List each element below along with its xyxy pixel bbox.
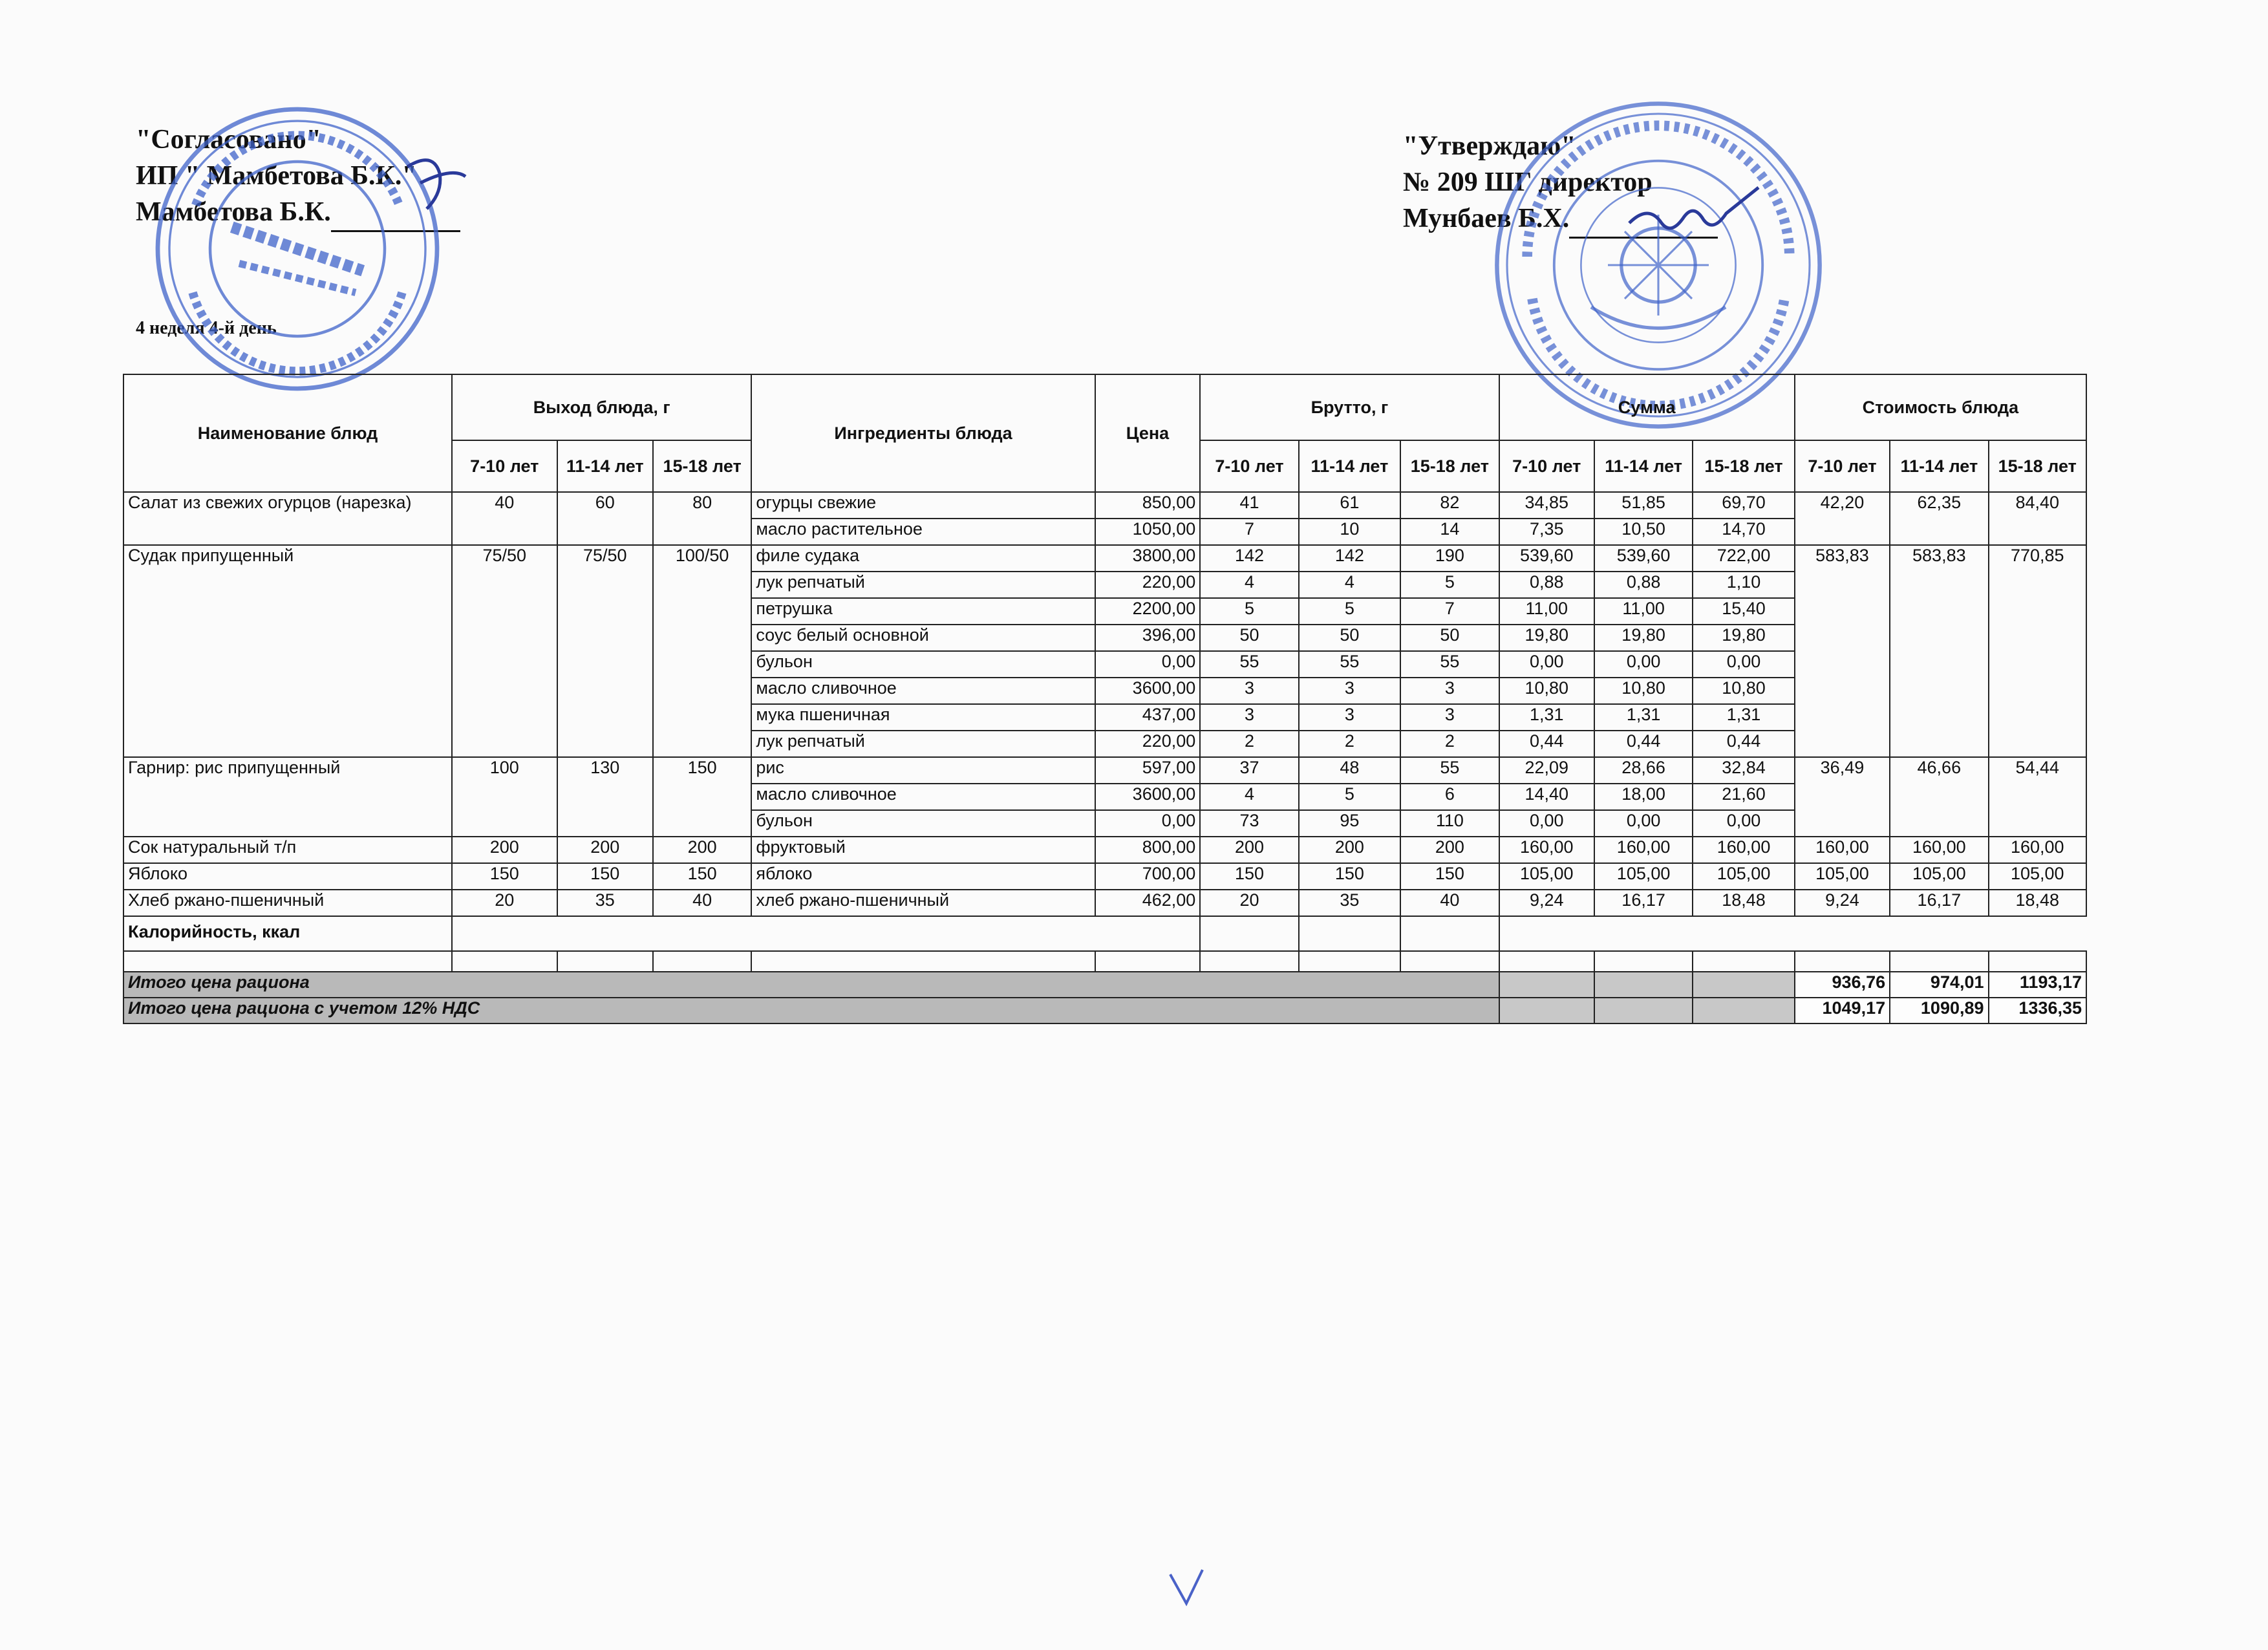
brutto-value: 2 xyxy=(1200,731,1298,757)
totals-value: 1193,17 xyxy=(1989,972,2086,998)
dish-cost: 770,85 xyxy=(1989,545,2086,757)
brutto-value: 40 xyxy=(1400,890,1499,916)
ingredient-price: 437,00 xyxy=(1095,704,1201,731)
ingredient-name: яблоко xyxy=(751,863,1095,890)
col-age: 15-18 лет xyxy=(1400,440,1499,492)
sum-value: 18,00 xyxy=(1594,784,1693,810)
totals-value: 1336,35 xyxy=(1989,998,2086,1023)
sum-value: 1,31 xyxy=(1499,704,1594,731)
brutto-value: 110 xyxy=(1400,810,1499,837)
dish-cost: 583,83 xyxy=(1795,545,1890,757)
totals-row xyxy=(123,972,2086,998)
ingredient-name: мука пшеничная xyxy=(751,704,1095,731)
dish-cost: 583,83 xyxy=(1890,545,1988,757)
brutto-value: 7 xyxy=(1400,598,1499,625)
brutto-value: 6 xyxy=(1400,784,1499,810)
table-cell xyxy=(1693,951,1795,972)
totals-label: Итого цена рациона с учетом 12% НДС xyxy=(123,998,1499,1023)
table-cell xyxy=(123,951,452,972)
sum-value: 0,44 xyxy=(1499,731,1594,757)
brutto-value: 41 xyxy=(1200,492,1298,519)
brutto-value: 4 xyxy=(1299,572,1400,598)
sum-value: 7,35 xyxy=(1499,519,1594,545)
approved-label: "Согласовано" xyxy=(136,125,321,155)
brutto-value: 150 xyxy=(1200,863,1298,890)
sum-value: 11,00 xyxy=(1499,598,1594,625)
dish-cost: 160,00 xyxy=(1989,837,2086,863)
totals-value: 974,01 xyxy=(1890,972,1988,998)
ingredient-name: масло сливочное xyxy=(751,678,1095,704)
ingredient-name: бульон xyxy=(751,651,1095,678)
brutto-value: 95 xyxy=(1299,810,1400,837)
brutto-value: 200 xyxy=(1400,837,1499,863)
dish-cost: 62,35 xyxy=(1890,492,1988,545)
brutto-value: 50 xyxy=(1200,625,1298,651)
col-age: 11-14 лет xyxy=(1594,440,1693,492)
brutto-value: 37 xyxy=(1200,757,1298,784)
confirm-label: "Утверждаю" xyxy=(1403,131,1576,161)
sum-value: 51,85 xyxy=(1594,492,1693,519)
sum-value: 0,00 xyxy=(1693,810,1795,837)
brutto-value: 10 xyxy=(1299,519,1400,545)
table-row xyxy=(123,492,2086,519)
brutto-value: 55 xyxy=(1400,651,1499,678)
col-brutto: Брутто, г xyxy=(1200,374,1499,440)
sum-value: 1,10 xyxy=(1693,572,1795,598)
col-age: 7-10 лет xyxy=(1795,440,1890,492)
sum-value: 0,44 xyxy=(1693,731,1795,757)
brutto-value: 190 xyxy=(1400,545,1499,572)
ingredient-price: 462,00 xyxy=(1095,890,1201,916)
table-cell xyxy=(1400,916,1499,951)
menu-body xyxy=(123,492,2086,916)
dish-output: 150 xyxy=(653,863,751,890)
dish-output: 75/50 xyxy=(452,545,557,757)
sum-value: 1,31 xyxy=(1594,704,1693,731)
sum-value: 0,00 xyxy=(1594,810,1693,837)
brutto-value: 35 xyxy=(1299,890,1400,916)
sum-value: 9,24 xyxy=(1499,890,1594,916)
col-age: 15-18 лет xyxy=(1989,440,2086,492)
sum-value: 160,00 xyxy=(1594,837,1693,863)
col-age: 7-10 лет xyxy=(1200,440,1298,492)
sum-value: 0,00 xyxy=(1499,810,1594,837)
dish-cost: 42,20 xyxy=(1795,492,1890,545)
sum-value: 28,66 xyxy=(1594,757,1693,784)
brutto-value: 73 xyxy=(1200,810,1298,837)
sum-value: 105,00 xyxy=(1594,863,1693,890)
dish-cost: 105,00 xyxy=(1795,863,1890,890)
brutto-value: 3 xyxy=(1200,678,1298,704)
col-price: Цена xyxy=(1095,374,1201,492)
dish-cost: 36,49 xyxy=(1795,757,1890,837)
ingredient-price: 597,00 xyxy=(1095,757,1201,784)
signature-line xyxy=(1569,200,1718,239)
table-cell xyxy=(1989,951,2086,972)
ingredient-name: масло растительное xyxy=(751,519,1095,545)
sum-value: 22,09 xyxy=(1499,757,1594,784)
dish-name: Хлеб ржано-пшеничный xyxy=(123,890,452,916)
brutto-value: 55 xyxy=(1400,757,1499,784)
ingredient-name: фруктовый xyxy=(751,837,1095,863)
table-cell xyxy=(1095,951,1201,972)
brutto-value: 4 xyxy=(1200,784,1298,810)
table-cell xyxy=(1499,951,1594,972)
dish-output: 75/50 xyxy=(557,545,653,757)
brutto-value: 142 xyxy=(1299,545,1400,572)
ingredient-name: соус белый основной xyxy=(751,625,1095,651)
col-age: 11-14 лет xyxy=(1299,440,1400,492)
table-cell xyxy=(1693,972,1795,998)
ingredient-price: 3600,00 xyxy=(1095,678,1201,704)
totals-value: 1049,17 xyxy=(1795,998,1890,1023)
brutto-value: 55 xyxy=(1299,651,1400,678)
calories-label: Калорийность, ккал xyxy=(123,916,452,951)
col-ingredients: Ингредиенты блюда xyxy=(751,374,1095,492)
week-day-label: 4 неделя 4-й день xyxy=(136,318,277,338)
dish-name: Гарнир: рис припущенный xyxy=(123,757,452,837)
dish-name: Яблоко xyxy=(123,863,452,890)
sum-value: 105,00 xyxy=(1499,863,1594,890)
table-cell xyxy=(1200,951,1298,972)
ingredient-name: масло сливочное xyxy=(751,784,1095,810)
sum-value: 10,80 xyxy=(1594,678,1693,704)
brutto-value: 14 xyxy=(1400,519,1499,545)
sum-value: 19,80 xyxy=(1499,625,1594,651)
dish-cost: 16,17 xyxy=(1890,890,1988,916)
sum-value: 160,00 xyxy=(1693,837,1795,863)
dish-name: Салат из свежих огурцов (нарезка) xyxy=(123,492,452,545)
table-cell xyxy=(1594,972,1693,998)
sum-value: 1,31 xyxy=(1693,704,1795,731)
brutto-value: 2 xyxy=(1299,731,1400,757)
dish-name: Сок натуральный т/п xyxy=(123,837,452,863)
empty-row xyxy=(123,951,2086,972)
ingredient-price: 800,00 xyxy=(1095,837,1201,863)
ingredient-name: лук репчатый xyxy=(751,572,1095,598)
ingredient-price: 0,00 xyxy=(1095,651,1201,678)
ingredient-name: лук репчатый xyxy=(751,731,1095,757)
brutto-value: 200 xyxy=(1299,837,1400,863)
ingredient-price: 3600,00 xyxy=(1095,784,1201,810)
check-mark-icon xyxy=(1164,1565,1209,1610)
sum-value: 19,80 xyxy=(1693,625,1795,651)
brutto-value: 4 xyxy=(1200,572,1298,598)
sum-value: 0,00 xyxy=(1693,651,1795,678)
totals-label: Итого цена рациона xyxy=(123,972,1499,998)
table-cell xyxy=(452,951,557,972)
table-row xyxy=(123,863,2086,890)
table-row xyxy=(123,890,2086,916)
sum-value: 10,50 xyxy=(1594,519,1693,545)
ingredient-price: 700,00 xyxy=(1095,863,1201,890)
sum-value: 0,88 xyxy=(1594,572,1693,598)
dish-output: 20 xyxy=(452,890,557,916)
col-age: 7-10 лет xyxy=(1499,440,1594,492)
brutto-value: 55 xyxy=(1200,651,1298,678)
sum-value: 11,00 xyxy=(1594,598,1693,625)
table-cell xyxy=(1795,951,1890,972)
brutto-value: 5 xyxy=(1200,598,1298,625)
signatory-name: Мамбетова Б.К. xyxy=(136,197,331,227)
brutto-value: 82 xyxy=(1400,492,1499,519)
col-age: 11-14 лет xyxy=(557,440,653,492)
ingredient-name: хлеб ржано-пшеничный xyxy=(751,890,1095,916)
brutto-value: 3 xyxy=(1299,704,1400,731)
brutto-value: 3 xyxy=(1200,704,1298,731)
totals-value: 1090,89 xyxy=(1890,998,1988,1023)
entrepreneur-name: ИП " Мамбетова Б.К." xyxy=(136,161,417,191)
ingredient-price: 1050,00 xyxy=(1095,519,1201,545)
sum-value: 0,00 xyxy=(1594,651,1693,678)
table-cell xyxy=(653,951,751,972)
sum-value: 69,70 xyxy=(1693,492,1795,519)
dish-cost: 160,00 xyxy=(1795,837,1890,863)
approval-block-left xyxy=(136,122,460,232)
school-director-label: № 209 ШГ директор xyxy=(1403,167,1653,197)
sum-value: 21,60 xyxy=(1693,784,1795,810)
table-cell xyxy=(557,951,653,972)
dish-output: 80 xyxy=(653,492,751,545)
brutto-value: 5 xyxy=(1299,598,1400,625)
sum-value: 14,70 xyxy=(1693,519,1795,545)
brutto-value: 2 xyxy=(1400,731,1499,757)
table-row xyxy=(123,545,2086,572)
table-cell xyxy=(452,916,1200,951)
col-dish-name: Наименование блюд xyxy=(123,374,452,492)
brutto-value: 50 xyxy=(1400,625,1499,651)
ingredient-name: петрушка xyxy=(751,598,1095,625)
ingredient-price: 396,00 xyxy=(1095,625,1201,651)
dish-output: 100 xyxy=(452,757,557,837)
sum-value: 14,40 xyxy=(1499,784,1594,810)
table-row xyxy=(123,757,2086,784)
brutto-value: 3 xyxy=(1400,704,1499,731)
brutto-value: 3 xyxy=(1299,678,1400,704)
brutto-value: 7 xyxy=(1200,519,1298,545)
sum-value: 539,60 xyxy=(1499,545,1594,572)
sum-value: 722,00 xyxy=(1693,545,1795,572)
sum-value: 0,44 xyxy=(1594,731,1693,757)
dish-output: 200 xyxy=(452,837,557,863)
dish-cost: 9,24 xyxy=(1795,890,1890,916)
dish-cost: 160,00 xyxy=(1890,837,1988,863)
calories-row xyxy=(123,916,2086,951)
dish-output: 150 xyxy=(557,863,653,890)
dish-name: Судак припущенный xyxy=(123,545,452,757)
totals-value: 936,76 xyxy=(1795,972,1890,998)
brutto-value: 150 xyxy=(1299,863,1400,890)
col-age: 7-10 лет xyxy=(452,440,557,492)
dish-output: 200 xyxy=(557,837,653,863)
dish-cost: 105,00 xyxy=(1890,863,1988,890)
dish-output: 100/50 xyxy=(653,545,751,757)
brutto-value: 50 xyxy=(1299,625,1400,651)
table-cell xyxy=(1499,972,1594,998)
col-sum: Сумма xyxy=(1499,374,1795,440)
sum-value: 0,00 xyxy=(1499,651,1594,678)
sum-value: 19,80 xyxy=(1594,625,1693,651)
totals-body xyxy=(123,972,2086,1023)
brutto-value: 20 xyxy=(1200,890,1298,916)
col-age: 15-18 лет xyxy=(1693,440,1795,492)
sum-value: 16,17 xyxy=(1594,890,1693,916)
sum-value: 0,88 xyxy=(1499,572,1594,598)
brutto-value: 150 xyxy=(1400,863,1499,890)
ingredient-name: филе судака xyxy=(751,545,1095,572)
sum-value: 539,60 xyxy=(1594,545,1693,572)
signature-line xyxy=(331,194,460,232)
dish-cost: 46,66 xyxy=(1890,757,1988,837)
table-cell xyxy=(1890,951,1988,972)
dish-cost: 54,44 xyxy=(1989,757,2086,837)
sum-value: 10,80 xyxy=(1693,678,1795,704)
sum-value: 32,84 xyxy=(1693,757,1795,784)
ingredient-name: огурцы свежие xyxy=(751,492,1095,519)
ingredient-name: бульон xyxy=(751,810,1095,837)
sum-value: 160,00 xyxy=(1499,837,1594,863)
table-cell xyxy=(1594,998,1693,1023)
dish-output: 150 xyxy=(653,757,751,837)
table-cell xyxy=(1299,916,1400,951)
brutto-value: 142 xyxy=(1200,545,1298,572)
table-cell xyxy=(1594,951,1693,972)
table-row xyxy=(123,837,2086,863)
table-cell xyxy=(1299,951,1400,972)
menu-cost-table xyxy=(123,374,2087,1024)
table-cell xyxy=(751,951,1095,972)
col-age: 11-14 лет xyxy=(1890,440,1988,492)
brutto-value: 61 xyxy=(1299,492,1400,519)
ingredient-price: 220,00 xyxy=(1095,731,1201,757)
table-cell xyxy=(1499,916,2086,951)
col-output: Выход блюда, г xyxy=(452,374,751,440)
ingredient-price: 850,00 xyxy=(1095,492,1201,519)
table-cell xyxy=(1499,998,1594,1023)
approval-block-right xyxy=(1403,128,1718,239)
dish-output: 200 xyxy=(653,837,751,863)
dish-output: 130 xyxy=(557,757,653,837)
ingredient-name: рис xyxy=(751,757,1095,784)
brutto-value: 5 xyxy=(1299,784,1400,810)
dish-cost: 18,48 xyxy=(1989,890,2086,916)
sum-value: 10,80 xyxy=(1499,678,1594,704)
col-dish-cost: Стоимость блюда xyxy=(1795,374,2086,440)
sum-value: 18,48 xyxy=(1693,890,1795,916)
table-cell xyxy=(1200,916,1298,951)
totals-row xyxy=(123,998,2086,1023)
sum-value: 34,85 xyxy=(1499,492,1594,519)
ingredient-price: 2200,00 xyxy=(1095,598,1201,625)
dish-output: 40 xyxy=(653,890,751,916)
col-age: 15-18 лет xyxy=(653,440,751,492)
ingredient-price: 3800,00 xyxy=(1095,545,1201,572)
dish-output: 60 xyxy=(557,492,653,545)
brutto-value: 5 xyxy=(1400,572,1499,598)
dish-cost: 105,00 xyxy=(1989,863,2086,890)
ingredient-price: 0,00 xyxy=(1095,810,1201,837)
brutto-value: 200 xyxy=(1200,837,1298,863)
dish-output: 150 xyxy=(452,863,557,890)
ingredient-price: 220,00 xyxy=(1095,572,1201,598)
dish-output: 35 xyxy=(557,890,653,916)
dish-cost: 84,40 xyxy=(1989,492,2086,545)
brutto-value: 48 xyxy=(1299,757,1400,784)
table-cell xyxy=(1400,951,1499,972)
dish-output: 40 xyxy=(452,492,557,545)
director-name: Мунбаев Б.Х. xyxy=(1403,204,1570,233)
sum-value: 15,40 xyxy=(1693,598,1795,625)
brutto-value: 3 xyxy=(1400,678,1499,704)
table-cell xyxy=(1693,998,1795,1023)
sum-value: 105,00 xyxy=(1693,863,1795,890)
